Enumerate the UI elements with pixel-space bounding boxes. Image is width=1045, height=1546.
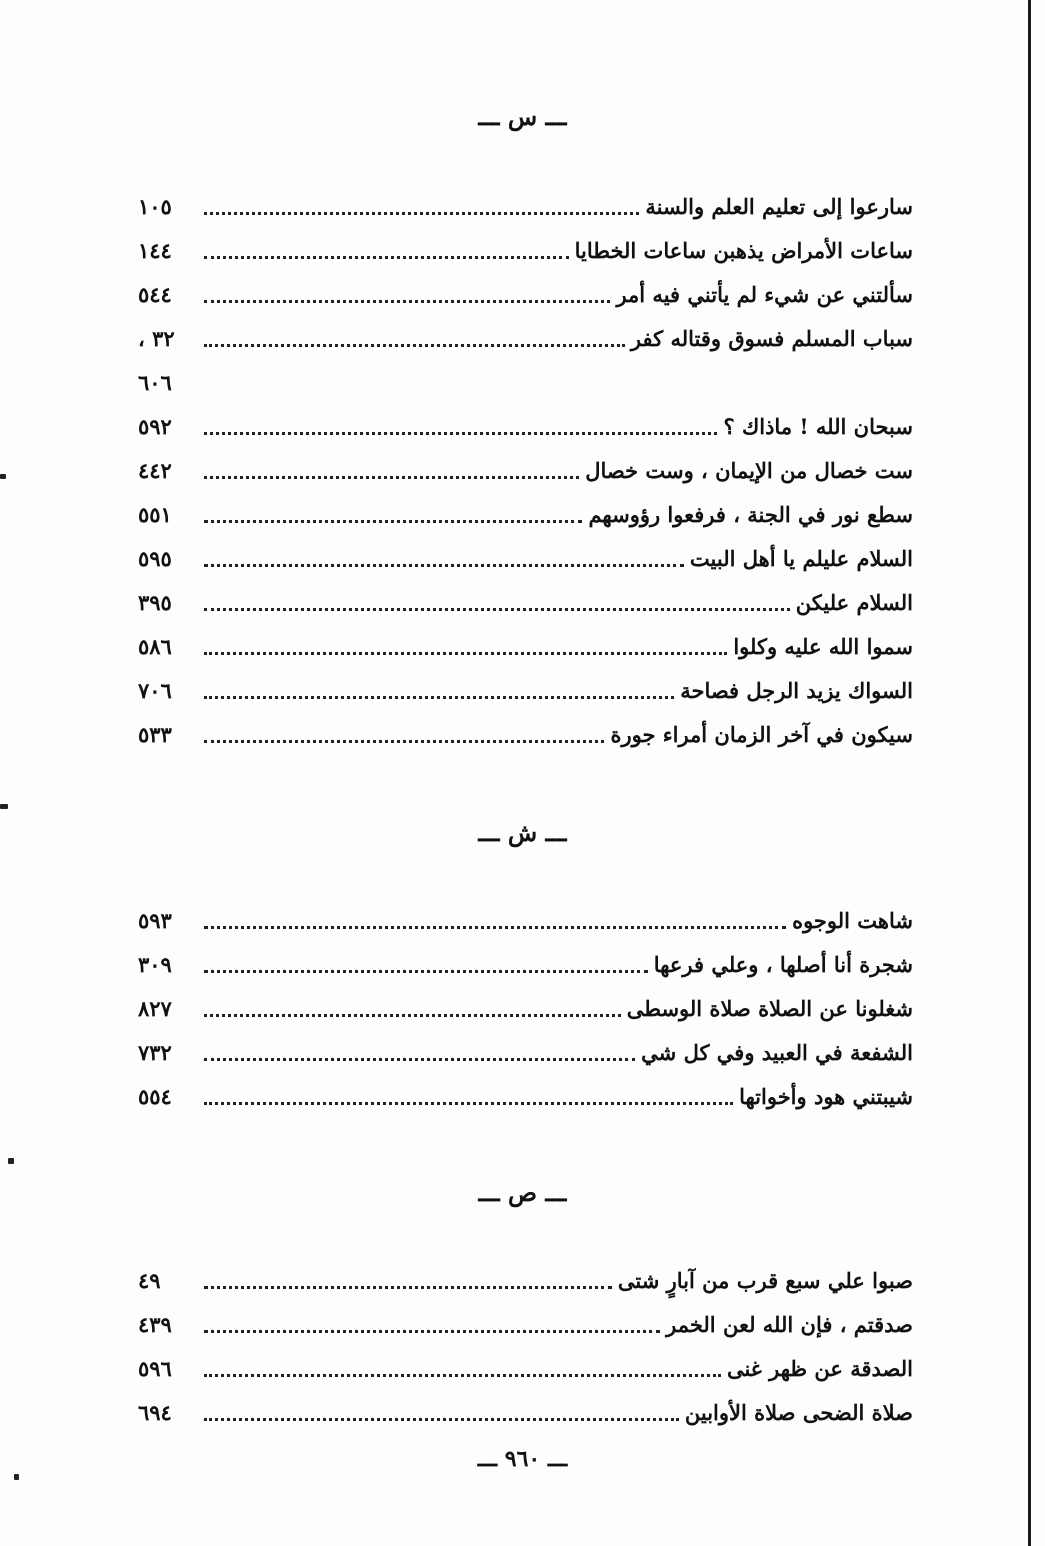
list-item: صبوا علي سبع قرب من آبارٍ شتى ٤٩: [138, 1268, 913, 1293]
list-item: السواك يزيد الرجل فصاحة ٧٠٦: [138, 678, 913, 703]
list-item: سطع نور في الجنة ، فرفعوا رؤوسهم ٥٥١: [138, 502, 913, 527]
list-item: الشفعة في العبيد وفي كل شي ٧٣٢: [138, 1040, 913, 1065]
page-number: ـــ ٩٦٠ ـــ: [477, 1446, 568, 1472]
scan-speck: [14, 1474, 19, 1480]
list-item: صدقتم ، فإن الله لعن الخمر ٤٣٩: [138, 1312, 913, 1337]
entries-saad: [138, 1252, 913, 1428]
section-title-saad: ـــ ص ـــ: [478, 1178, 567, 1207]
entries-sheen: [138, 892, 913, 1112]
scan-speck: [0, 804, 8, 809]
list-item: سألتني عن شيء لم يأتني فيه أمر ٥٤٤: [138, 282, 913, 307]
list-item: ساعات الأمراض يذهبن ساعات الخطايا ١٤٤: [138, 238, 913, 263]
list-item: السلام عليكن ٣٩٥: [138, 590, 913, 615]
list-item: صلاة الضحى صلاة الأوابين ٦٩٤: [138, 1400, 913, 1425]
entries-seen: [138, 178, 913, 750]
list-item: شجرة أنا أصلها ، وعلي فرعها ٣٠٩: [138, 952, 913, 977]
list-item: سيكون في آخر الزمان أمراء جورة ٥٣٣: [138, 722, 913, 747]
list-item: ست خصال من الإيمان ، وست خصال ٤٤٢: [138, 458, 913, 483]
list-item: الصدقة عن ظهر غنى ٥٩٦: [138, 1356, 913, 1381]
list-item: سارعوا إلى تعليم العلم والسنة ١٠٥: [138, 194, 913, 219]
list-item: شاهت الوجوه ٥٩٣: [138, 908, 913, 933]
list-item-continuation: ٦٠٦: [138, 370, 172, 395]
list-item: السلام عليلم يا أهل البيت ٥٩٥: [138, 546, 913, 571]
list-item: سموا الله عليه وكلوا ٥٨٦: [138, 634, 913, 659]
scan-speck: [8, 1158, 14, 1164]
list-item: شيبتني هود وأخواتها ٥٥٤: [138, 1084, 913, 1109]
list-item: سباب المسلم فسوق وقتاله كفر ٣٢ ،: [138, 326, 913, 351]
list-item: سبحان الله ! ماذاك ؟ ٥٩٢: [138, 414, 913, 439]
scan-speck: [0, 474, 6, 479]
section-title-seen: ـــ س ـــ: [478, 102, 567, 131]
section-title-sheen: ـــ ش ـــ: [478, 818, 567, 847]
page-edge-line: [1028, 0, 1031, 1546]
list-item: شغلونا عن الصلاة صلاة الوسطى ٨٢٧: [138, 996, 913, 1021]
